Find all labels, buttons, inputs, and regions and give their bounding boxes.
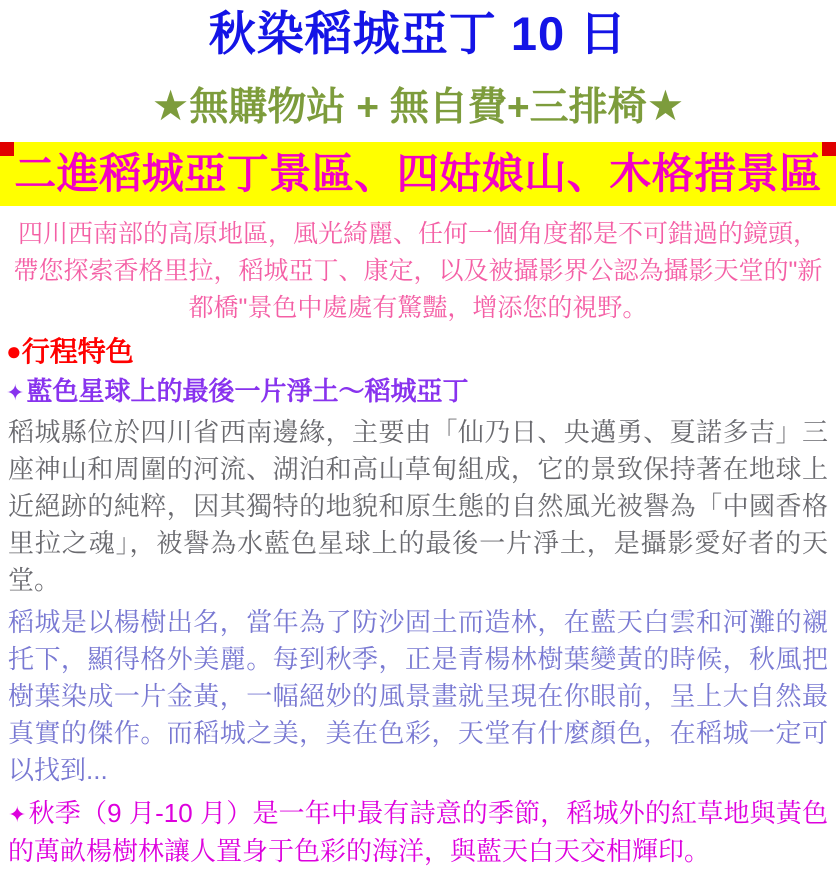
- intro-paragraph: 四川西南部的高原地區，風光綺麗、任何一個角度都是不可錯過的鏡頭，帶您探索香格里拉，稻城亞丁、康定，以及被攝影界公認為攝影天堂的"新都橋"景色中處處有驚豔，增添您的視野。: [13, 220, 823, 322]
- scenic-area-banner: [0, 142, 836, 206]
- autumn-season-text: 秋季（9 月-10 月）是一年中最有詩意的季節，稻城外的紅草地與黃色的萬畝楊樹林讓人置身于色彩的海洋，與藍天白天交相輝印。: [8, 798, 828, 866]
- banner-text: 二進稻城亞丁景區、四姑娘山、木格措景區: [14, 150, 822, 197]
- poplar-autumn-paragraph: 稻城是以楊樹出名，當年為了防沙固土而造林，在藍天白雲和河灘的襯托下，顯得格外美麗。每到秋季，正是青楊林樹葉變黃的時候，秋風把樹葉染成一片金黃，一幅絕妙的風景畫就呈現在你眼前，呈上大自然最真實的傑作。而稻城之美，美在色彩，天堂有什麼顏色，在稻城一定可以找到...: [8, 607, 828, 785]
- star-icon: ★: [646, 82, 685, 129]
- red-circle-icon: ●: [6, 336, 22, 366]
- banner-corner-mark-right: [822, 142, 836, 156]
- feature-heading-pure-land: [6, 372, 836, 412]
- four-pointed-star-icon: ✦: [6, 380, 25, 405]
- subtitle-text: 無購物站 + 無自費+三排椅: [189, 86, 647, 129]
- features-heading: [6, 331, 836, 372]
- star-icon: ★: [151, 82, 190, 129]
- autumn-season-paragraph: [8, 795, 828, 870]
- subtitle-highlights: [0, 78, 836, 136]
- feature-heading-label: 藍色星球上的最後一片淨土～稻城亞丁: [26, 376, 469, 406]
- features-heading-label: 行程特色: [21, 336, 134, 367]
- daocheng-description-paragraph: 稻城縣位於四川省西南邊緣，主要由「仙乃日、央邁勇、夏諾多吉」三座神山和周圍的河流、湖泊和高山草甸組成，它的景致保持著在地球上近絕跡的純粹，因其獨特的地貌和原生態的自然風光被譽為「中國香格里拉之魂」，被譽為水藍色星球上的最後一片淨土，是攝影愛好者的天堂。: [8, 417, 828, 595]
- page-title: 秋染稻城亞丁 10 日: [208, 7, 628, 60]
- banner-corner-mark-left: [0, 142, 14, 156]
- four-pointed-star-icon: ✦: [8, 802, 27, 827]
